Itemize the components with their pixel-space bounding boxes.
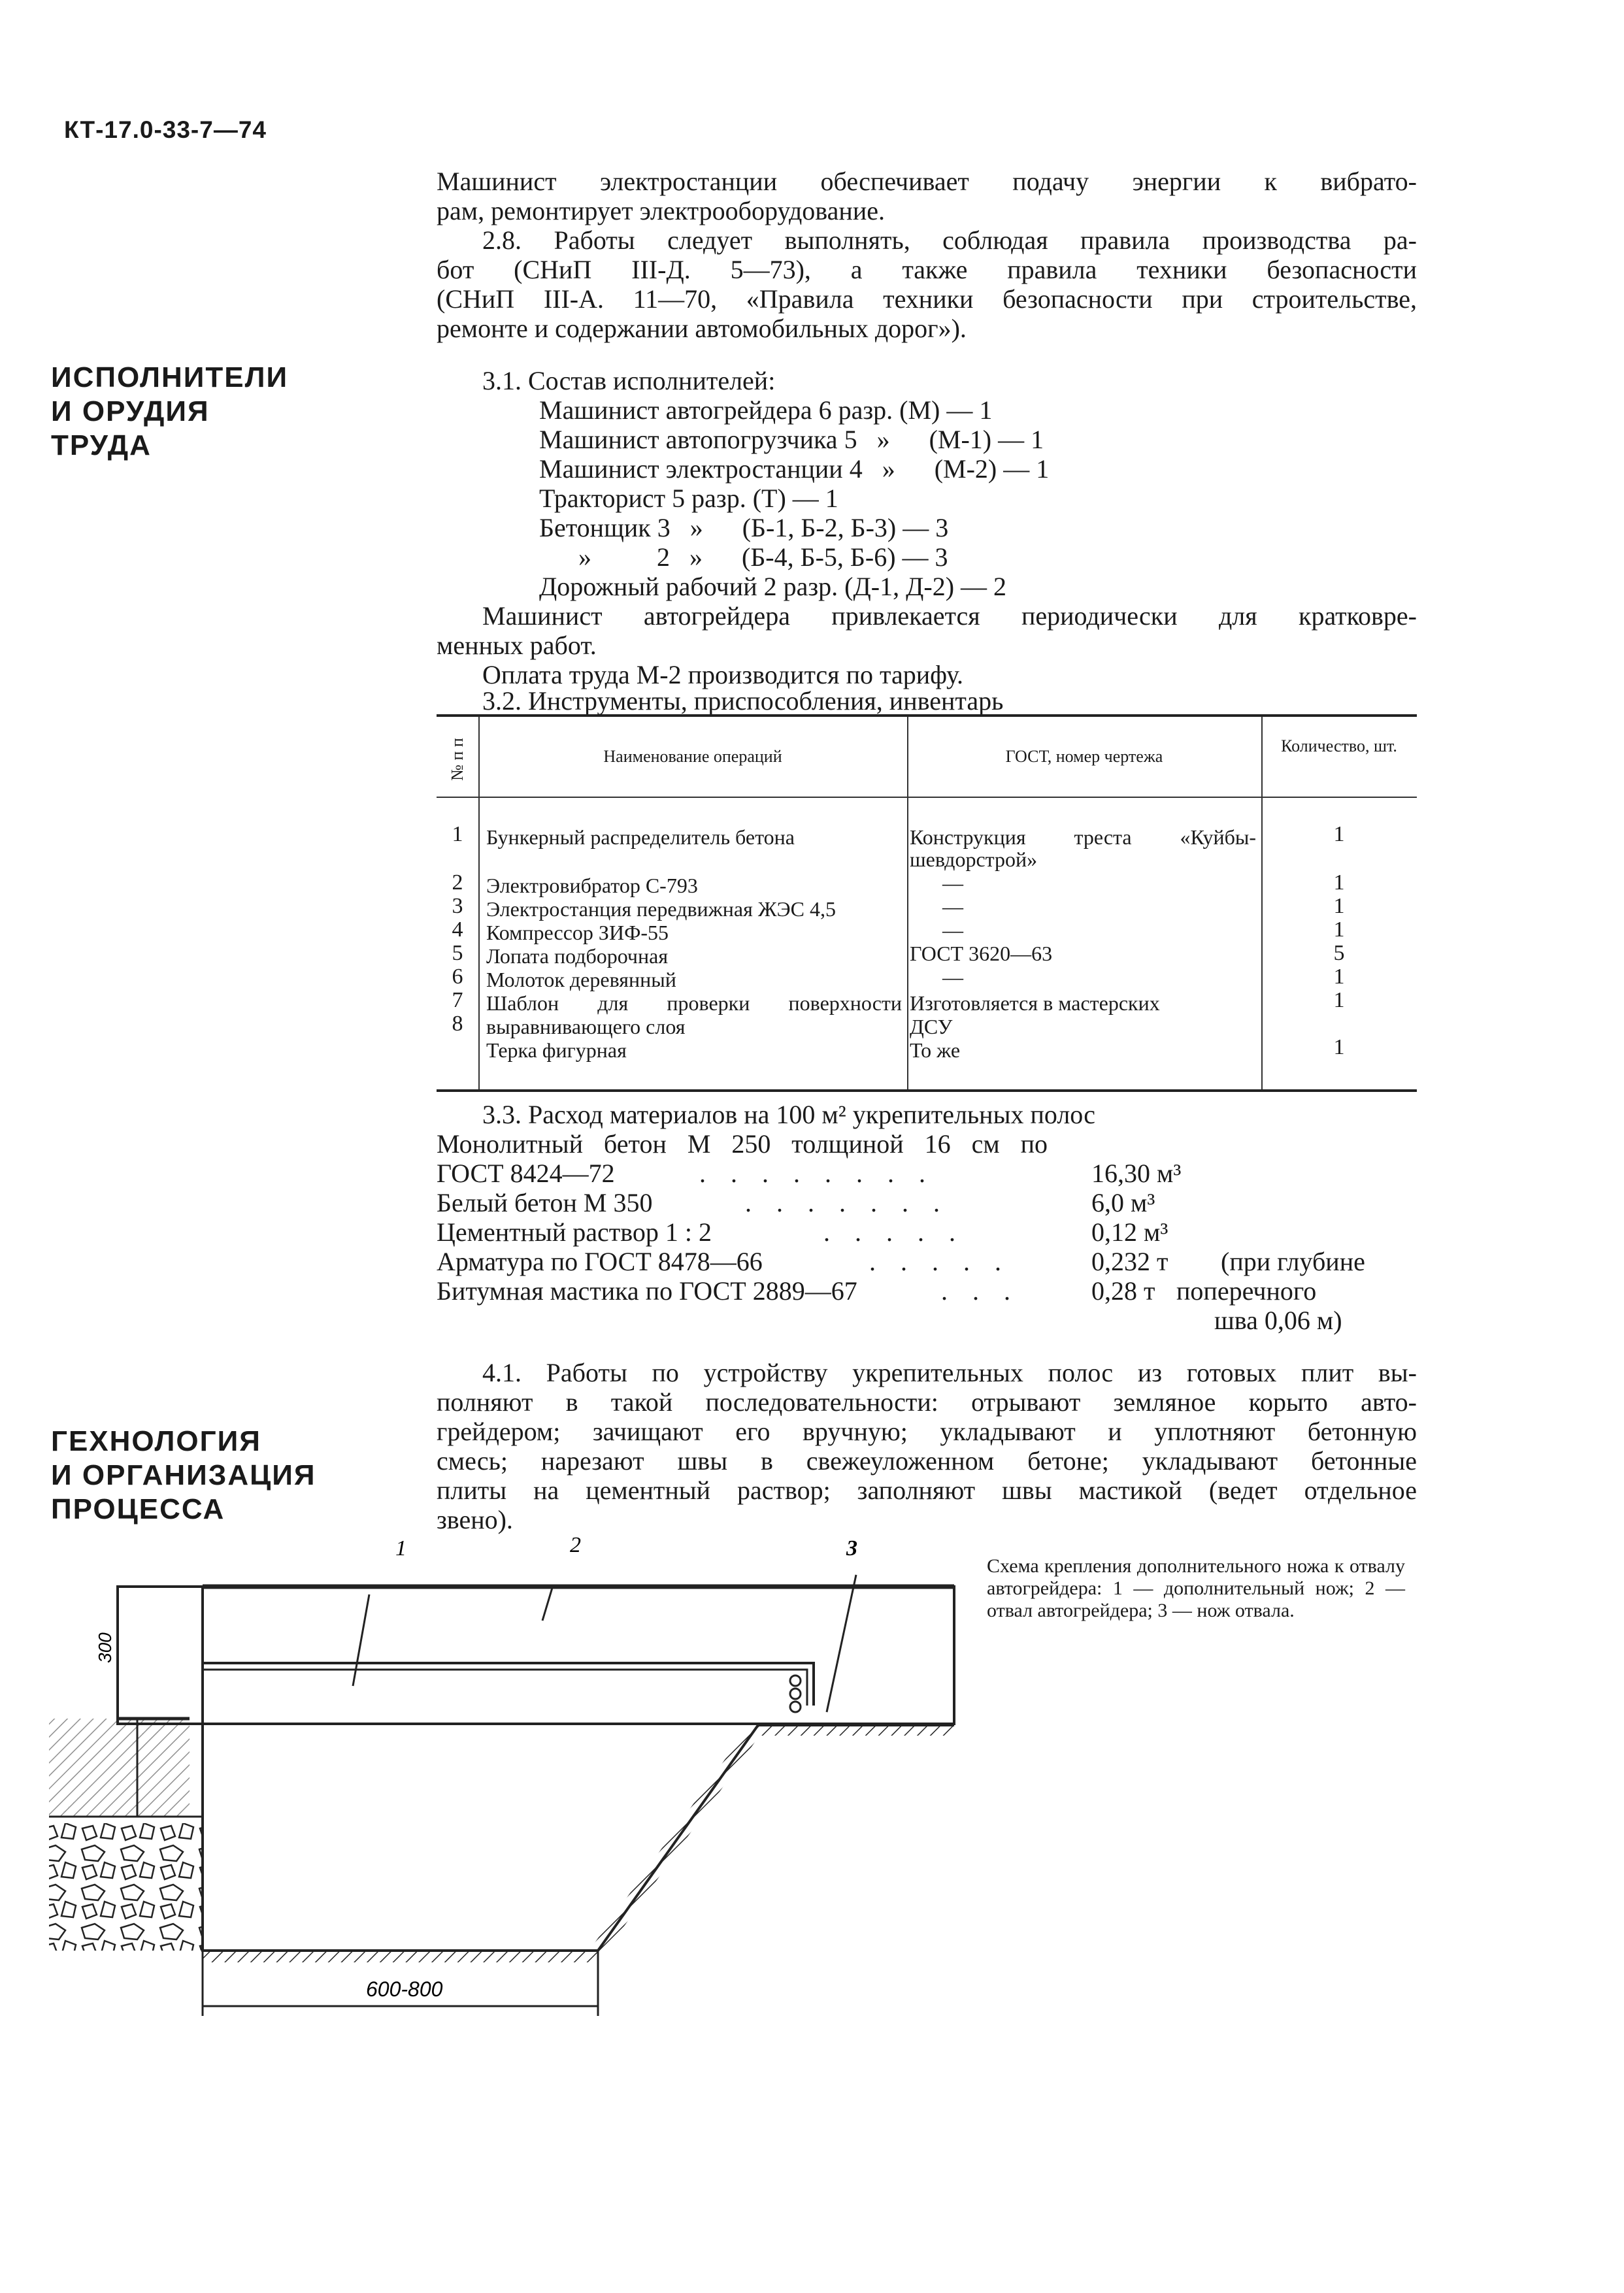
table-cell-num: 3 xyxy=(452,894,463,918)
figure-caption: Схема крепления дополнительного ножа к отвалу автогрейдера: 1 — дополнительный нож; 2 — отвал автогрейдера; 3 — нож отвала. xyxy=(987,1555,1405,1621)
figure-label-1: 1 xyxy=(395,1536,406,1560)
material-value: 0,28 т xyxy=(1091,1276,1155,1306)
figure-label-2: 2 xyxy=(570,1536,581,1557)
table-header-num: № п п xyxy=(448,738,467,781)
performers-title: 3.1. Состав исполнителей: xyxy=(482,366,776,395)
table-cell-name: Электростанция передвижная ЖЭС 4,5 xyxy=(486,897,836,921)
performer-item: Бетонщик 3 » (Б-1, Б-2, Б-3) — 3 xyxy=(539,513,949,542)
table-cell-gost: То же xyxy=(910,1038,961,1062)
table-cell-name: выравнивающего слоя xyxy=(486,1015,686,1038)
sidebar-technology-heading xyxy=(51,1425,316,1526)
table-cell-num: 1 xyxy=(452,822,463,846)
performer-item: Тракторист 5 разр. (Т) — 1 xyxy=(539,484,838,513)
table-cell-gost: — xyxy=(942,895,963,918)
dimension-lines xyxy=(118,1575,856,1725)
table-cell-qty: 1 xyxy=(1333,965,1345,989)
table-header-gost: ГОСТ, номер чертежа xyxy=(1005,747,1163,766)
table-cell-gost: — xyxy=(942,965,963,989)
table-cell-gost: — xyxy=(942,918,963,942)
performer-item: Машинист автогрейдера 6 разр. (М) — 1 xyxy=(539,395,993,425)
performer-item: » 2 » (Б-4, Б-5, Б-6) — 3 xyxy=(539,542,948,572)
grader-blade-diagram xyxy=(39,1536,980,2032)
materials-item-line: Монолитный бетон М 250 толщиной 16 см по xyxy=(437,1129,1048,1159)
performer-item: Дорожный рабочий 2 разр. (Д-1, Д-2) — 2 xyxy=(539,572,1007,601)
table-cell-name: Компрессор ЗИФ-55 xyxy=(486,921,669,944)
table-cell-qty: 1 xyxy=(1333,870,1345,895)
technology-line-5: плиты на цементный раствор; заполняют швы мастикой (ведет отдельное xyxy=(437,1476,1417,1505)
table-cell-name: Терка фигурная xyxy=(486,1038,627,1062)
blade-bolts xyxy=(790,1675,801,1712)
dimension-height-label: 300 xyxy=(95,1632,115,1663)
intro-line-2: рам, ремонтирует электрооборудование. xyxy=(437,196,885,225)
performers-note-2: Оплата труда М-2 производится по тарифу. xyxy=(482,660,964,689)
technology-line-4: смесь; нарезают швы в свежеуложенном бетоне; укладывают бетонные xyxy=(437,1446,1417,1476)
table-cell-name: Электровибратор С-793 xyxy=(486,874,698,897)
material-name: Битумная мастика по ГОСТ 2889—67 xyxy=(437,1276,857,1306)
intro-line-4: бот (СНиП III-Д. 5—73), а также правила техники безопасности xyxy=(437,255,1417,284)
additional-blade xyxy=(204,1663,814,1706)
table-cell-qty: 1 xyxy=(1333,1035,1345,1059)
material-leader-dots: . . . . . xyxy=(869,1247,1010,1276)
table-cell-qty: 1 xyxy=(1333,822,1345,846)
performers-list xyxy=(539,395,1049,601)
material-note: поперечного xyxy=(1176,1276,1317,1306)
intro-line-3: 2.8. Работы следует выполнять, соблюдая правила производства ра- xyxy=(482,225,1417,255)
table-cell-gost: ДСУ xyxy=(910,1015,953,1038)
table-cell-name: Лопата подборочная xyxy=(486,944,669,968)
table-cell-num: 6 xyxy=(452,965,463,989)
sidebar-heading-line: ТРУДА xyxy=(51,429,152,461)
material-leader-dots: . . . xyxy=(941,1276,1019,1306)
table-cell-gost: Изготовляется в мастерских xyxy=(910,991,1160,1015)
material-name: ГОСТ 8424—72 xyxy=(437,1159,615,1188)
material-value: 0,12 м³ xyxy=(1091,1217,1168,1247)
table-cell-num: 7 xyxy=(452,988,463,1012)
table-cell-gost: шевдорстрой» xyxy=(910,848,1038,871)
table-header-rule xyxy=(437,797,1417,798)
table-cell-qty: 1 xyxy=(1333,917,1345,942)
table-cell-name: Шаблон для проверки поверхности xyxy=(486,991,902,1015)
material-value: 16,30 м³ xyxy=(1091,1159,1182,1188)
material-leader-dots: . . . . . . . . xyxy=(699,1159,935,1188)
technology-line-6: звено). xyxy=(437,1505,513,1534)
table-column-rule xyxy=(478,717,480,1089)
sidebar-heading-line: И ОРУДИЯ xyxy=(51,395,210,427)
table-cell-num: 5 xyxy=(452,941,463,965)
table-header-name: Наименование операций xyxy=(603,747,782,766)
technology-line-1: 4.1. Работы по устройству укрепительных полос из готовых плит вы- xyxy=(482,1358,1417,1387)
intro-line-1: Машинист электростанции обеспечивает подачу энергии к вибрато- xyxy=(437,167,1417,196)
tools-table xyxy=(437,714,1417,1092)
sidebar-heading-line: ИСПОЛНИТЕЛИ xyxy=(51,361,289,393)
table-cell-gost: Конструкция треста «Куйбы- xyxy=(910,825,1256,849)
material-value: 6,0 м³ xyxy=(1091,1188,1155,1217)
table-header-qty: Количество, шт. xyxy=(1281,736,1397,755)
material-name: Цементный раствор 1 : 2 xyxy=(437,1217,712,1247)
technology-line-2: полняют в такой последовательности: отрывают земляное корыто авто- xyxy=(437,1387,1417,1417)
document-code: КТ-17.0-33-7—74 xyxy=(64,116,267,143)
intro-line-5: (СНиП III-А. 11—70, «Правила техники безопасности при строительстве, xyxy=(437,284,1417,314)
performer-item: Машинист автопогрузчика 5 » (М-1) — 1 xyxy=(539,425,1044,454)
table-cell-qty: 5 xyxy=(1333,941,1345,965)
materials-title: 3.3. Расход материалов на 100 м² укрепительных полос xyxy=(482,1100,1096,1129)
material-leader-dots: . . . . . xyxy=(823,1217,965,1247)
performers-note-1b: менных работ. xyxy=(437,631,597,660)
sidebar-heading-line: И ОРГАНИЗАЦИЯ xyxy=(51,1459,316,1491)
table-cell-qty: 1 xyxy=(1333,894,1345,918)
material-name: Арматура по ГОСТ 8478—66 xyxy=(437,1247,763,1276)
material-note: (при глубине xyxy=(1221,1247,1365,1276)
table-cell-num: 8 xyxy=(452,1012,463,1036)
table-cell-name: Бункерный распределитель бетона xyxy=(486,825,795,849)
performers-note-1a: Машинист автогрейдера привлекается периодически для кратковре- xyxy=(482,601,1417,631)
sidebar-performers-heading xyxy=(51,361,288,463)
technology-line-3: грейдером; зачищают его вручную; укладывают и уплотняют бетонную xyxy=(437,1417,1417,1446)
material-note: шва 0,06 м) xyxy=(1214,1306,1342,1335)
table-cell-name: Молоток деревянный xyxy=(486,968,676,991)
table-cell-gost: ГОСТ 3620—63 xyxy=(910,942,1053,965)
material-leader-dots: . . . . . . . xyxy=(745,1188,949,1217)
table-column-rule xyxy=(907,717,908,1089)
table-cell-num: 2 xyxy=(452,870,463,895)
table-cell-num: 4 xyxy=(452,917,463,942)
material-name: Белый бетон М 350 xyxy=(437,1188,653,1217)
figure-label-3: 3 xyxy=(846,1536,857,1560)
road-layers xyxy=(49,1719,203,1951)
table-cell-qty: 1 xyxy=(1333,988,1345,1012)
sidebar-heading-line: ПРОЦЕССА xyxy=(51,1493,225,1525)
material-value: 0,232 т xyxy=(1091,1247,1168,1276)
sidebar-heading-line: ГЕХНОЛОГИЯ xyxy=(51,1425,261,1457)
performer-item: Машинист электростанции 4 » (М-2) — 1 xyxy=(539,454,1050,484)
tools-title: 3.2. Инструменты, приспособления, инвентарь xyxy=(482,686,1004,716)
intro-line-6: ремонте и содержании автомобильных дорог»). xyxy=(437,314,967,343)
table-cell-gost: — xyxy=(942,871,963,895)
dimension-width-label: 600-800 xyxy=(366,1977,443,2001)
